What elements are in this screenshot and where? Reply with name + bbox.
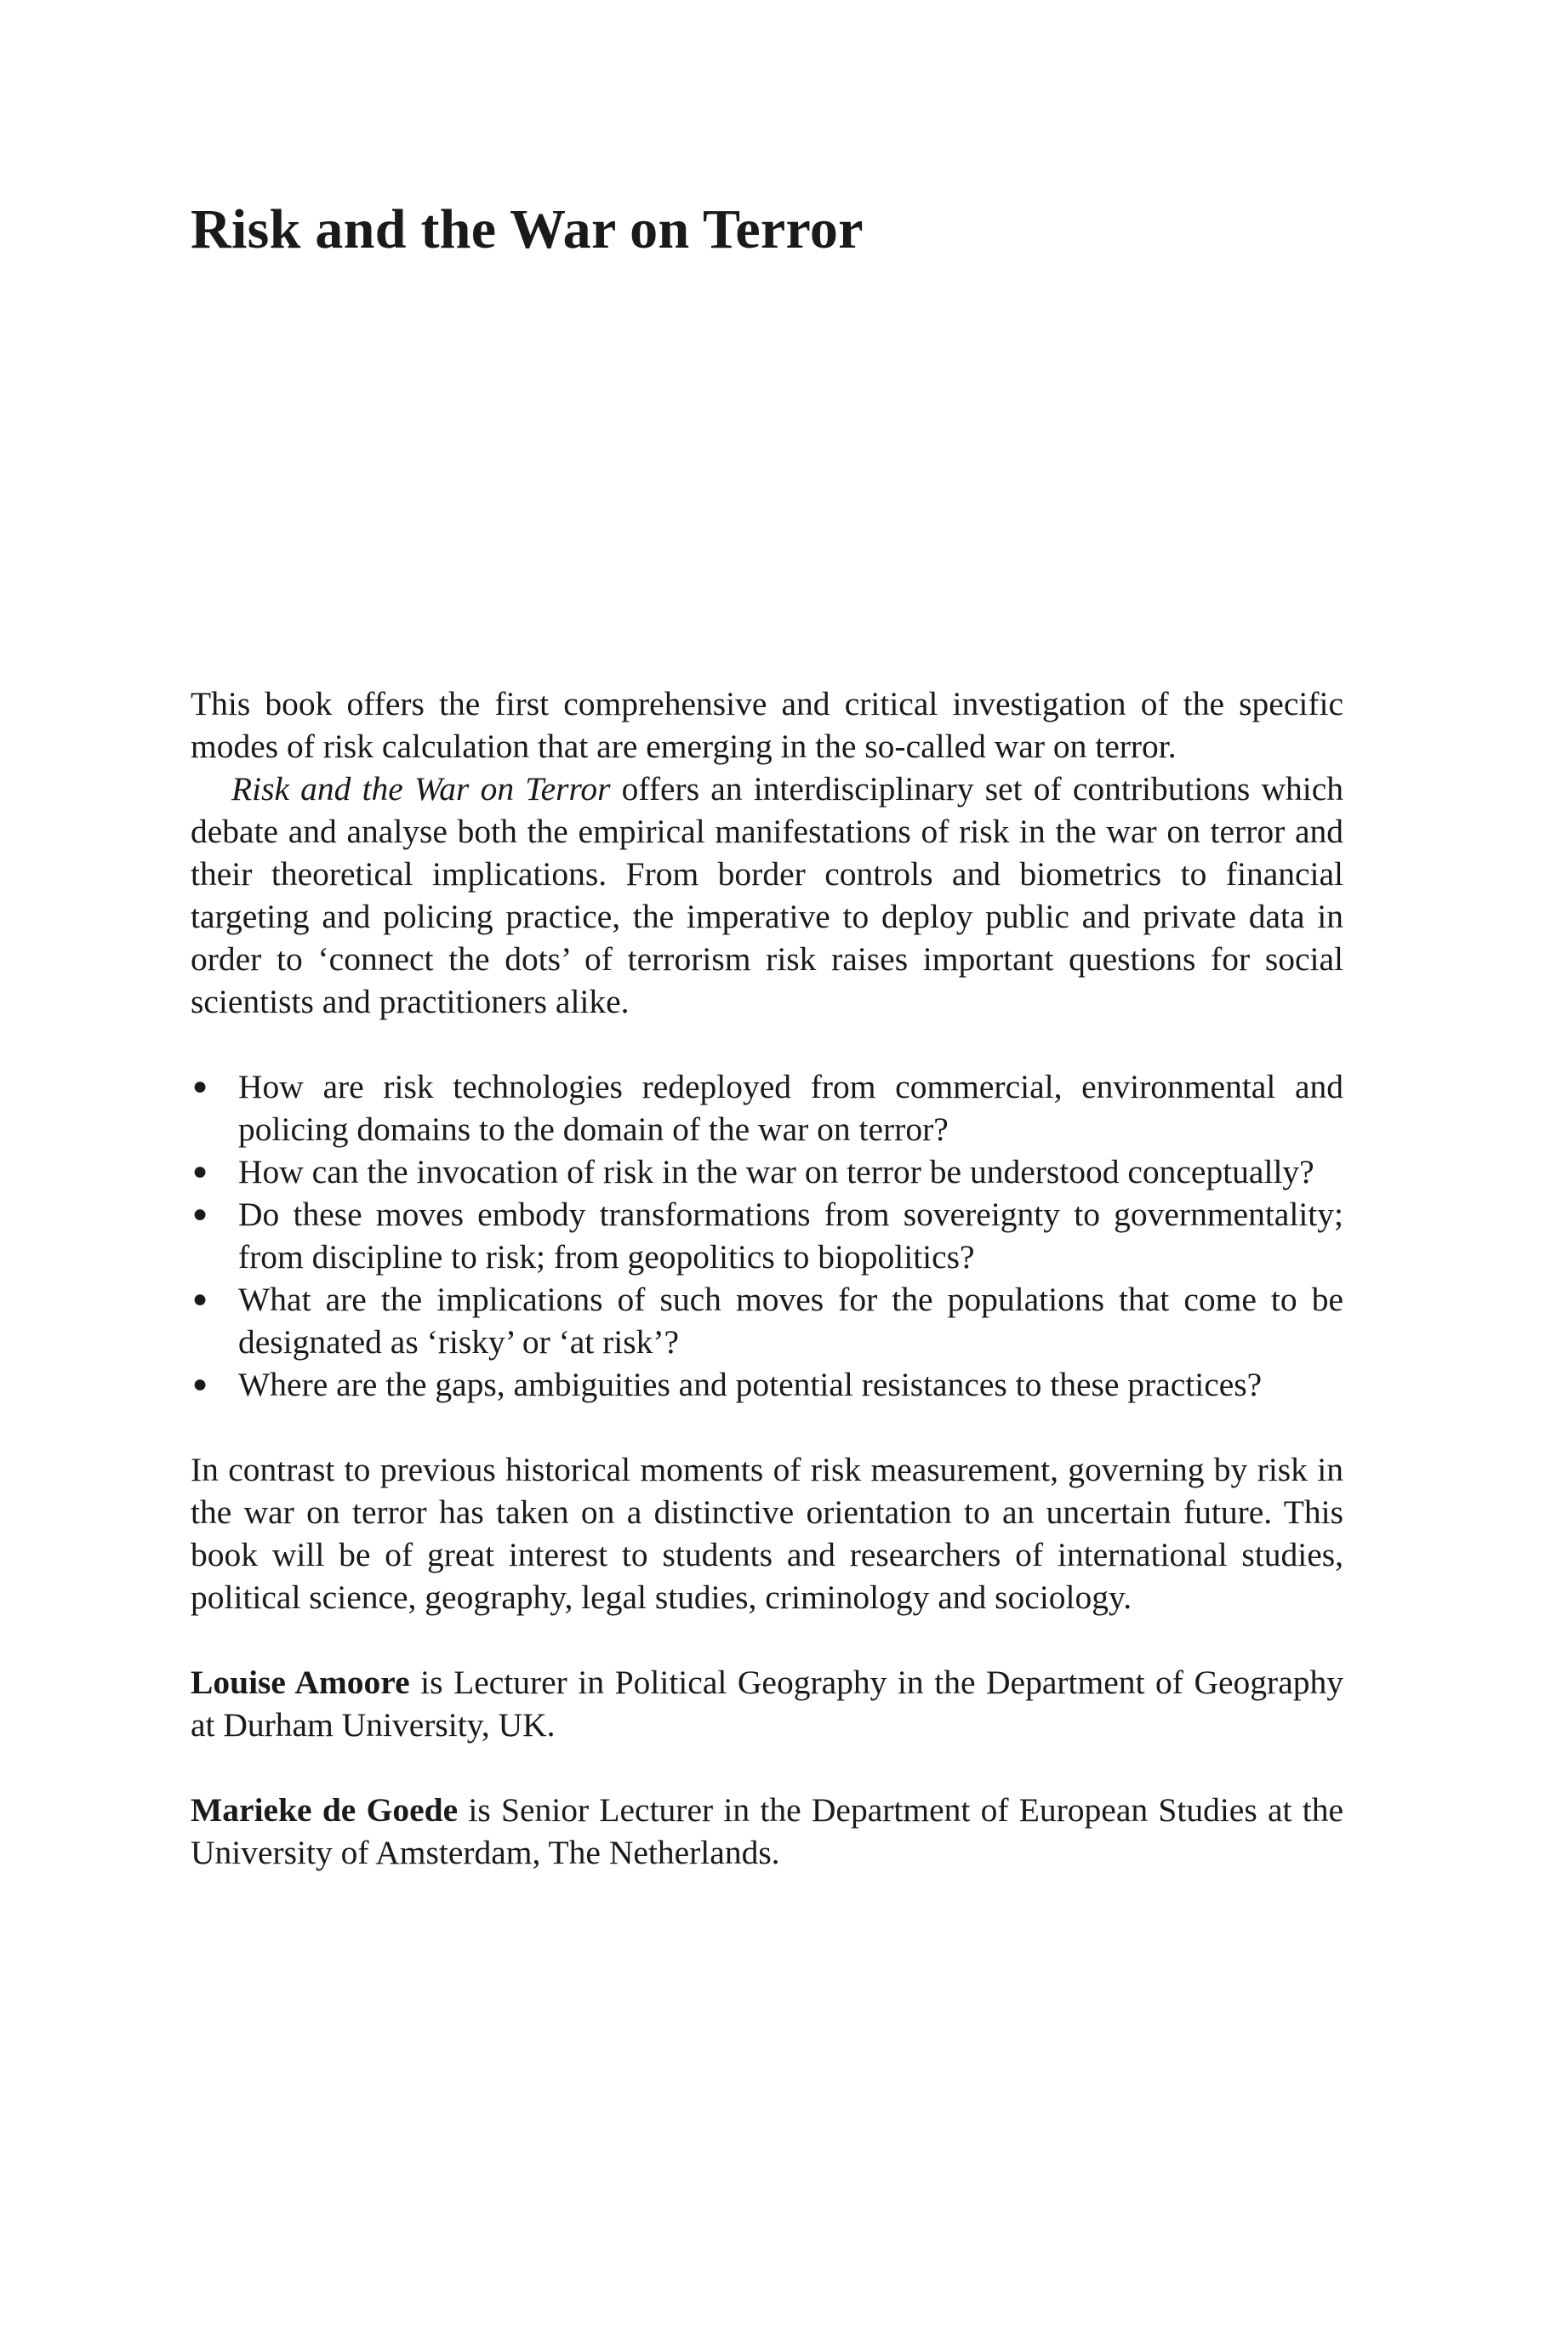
editor-bio — [191, 1789, 1343, 1874]
bullet-icon: ● — [192, 1285, 208, 1313]
question-item — [191, 1150, 1343, 1193]
book-page — [191, 0, 1343, 2352]
editor-bio — [191, 1661, 1343, 1746]
intro-paragraph: This book offers the first comprehensive and critical investigation of the specific modes of risk calculation that are emerging in the so-called war on terror. — [191, 685, 1343, 765]
book-title-italic: Risk and the War on Terror — [231, 770, 611, 808]
contributions-text: offers an interdisciplinary set of contributions which debate and analyse both the empirical manifestations of risk in the war on terror and their theoretical implications. From border controls and biometrics to financial targeting and policing practice, the imperative to deploy public and private data in order to ‘connect the dots’ of terrorism risk raises important questions for social scientists and practitioners alike. — [191, 770, 1343, 1020]
question-item — [191, 1278, 1343, 1363]
question-item — [191, 1065, 1343, 1150]
editor-bio-text: is Lecturer in Political Geography in the Department of Geography at Durham University, UK. — [191, 1664, 1343, 1744]
bullet-icon: ● — [192, 1157, 208, 1185]
questions-list — [191, 1065, 1343, 1406]
conclusion-paragraph: In contrast to previous historical moments of risk measurement, governing by risk in the war on terror has taken on a distinctive orientation to an uncertain future. This book will be of great interest to students and researchers of international studies, political science, geography, legal studies, criminology and sociology. — [191, 1451, 1343, 1616]
contributions-paragraph — [191, 768, 1343, 1023]
editor-name: Marieke de Goede — [191, 1791, 459, 1829]
question-text: Where are the gaps, ambiguities and potential resistances to these practices? — [238, 1366, 1263, 1403]
question-item — [191, 1363, 1343, 1406]
editor-name: Louise Amoore — [191, 1664, 410, 1701]
question-text: Do these moves embody transformations from sovereignty to governmentality; from discipline to risk; from geopolitics to biopolitics? — [238, 1196, 1343, 1276]
question-text: How can the invocation of risk in the war on terror be understood conceptually? — [238, 1153, 1314, 1190]
bullet-icon: ● — [192, 1072, 208, 1100]
book-title: Risk and the War on Terror — [191, 198, 864, 260]
question-item — [191, 1193, 1343, 1278]
question-text: What are the implications of such moves for the populations that come to be designated as ‘risky’ or ‘at risk’? — [238, 1281, 1343, 1361]
editor-bio-text: is Senior Lecturer in the Department of European Studies at the University of Amsterdam, The Netherlands. — [191, 1791, 1343, 1871]
question-text: How are risk technologies redeployed from commercial, environmental and policing domains to the domain of the war on terror? — [238, 1068, 1343, 1148]
book-blurb — [191, 682, 1343, 1874]
bullet-icon: ● — [192, 1200, 208, 1228]
bullet-icon: ● — [192, 1370, 208, 1398]
